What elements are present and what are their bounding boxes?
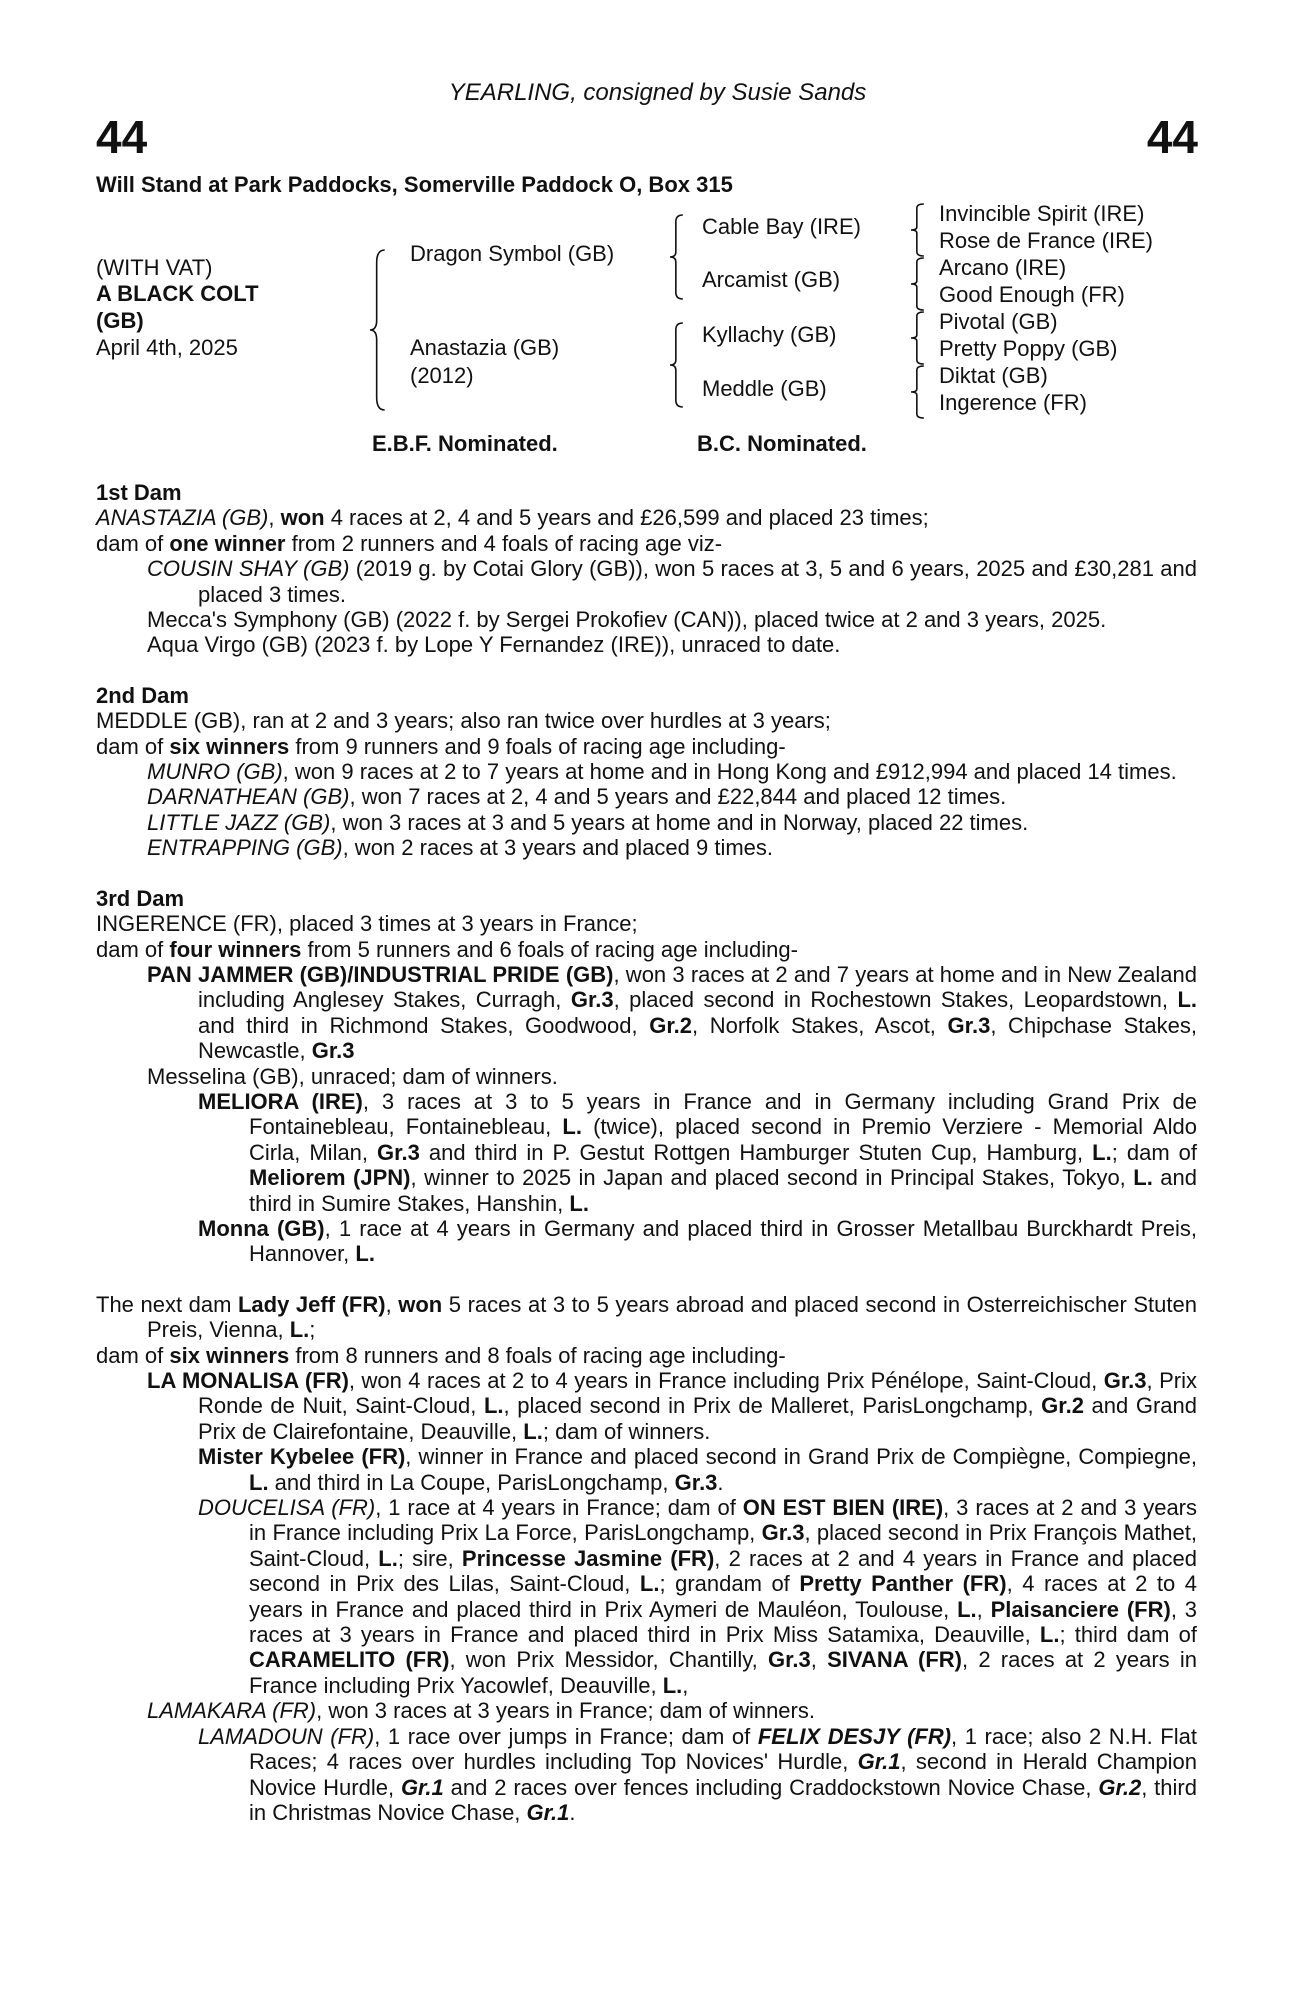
dam-record <box>96 1343 1197 1368</box>
text-run: , 3 races at 3 to 5 years in France and in Germany including Grand Prix de Fontainebleau, Fontainebleau, <box>249 1088 1198 1140</box>
produce-entry <box>96 1698 1197 1723</box>
text-run: and third in P. Gestut Rottgen Hamburger Stuten Cup, Hamburg, <box>419 1139 1093 1165</box>
text-run: , won 2 races at 3 years and placed 9 times. <box>342 835 774 861</box>
pedigree-brace-g3-2 <box>911 258 925 310</box>
text-run: MEDDLE (GB), ran at 2 and 3 years; also ran twice over hurdles at 3 years; <box>96 708 831 734</box>
text-run: , won 3 races at 3 years in France; dam of winners. <box>316 1698 815 1724</box>
text-run: ; sire, <box>397 1545 462 1571</box>
text-run: and third in Sumire Stakes, Hanshin, <box>249 1165 1197 1216</box>
horse-name: A BLACK COLT <box>96 281 259 306</box>
stand-location: Will Stand at Park Paddocks, Somerville Paddock O, Box 315 <box>96 172 733 197</box>
emphasis-run: L. <box>523 1418 543 1444</box>
emphasis-run: DARNATHEAN (GB) <box>147 784 350 810</box>
foaling-date: April 4th, 2025 <box>96 335 238 360</box>
lot-number-left: 44 <box>96 111 148 163</box>
dam-record <box>96 531 1197 556</box>
emphasis-run: Mister Kybelee (FR) <box>198 1444 406 1470</box>
emphasis-run: L. <box>289 1317 310 1343</box>
pedigree-gen3-7: Diktat (GB) <box>939 363 1048 388</box>
emphasis-run: Gr.3 <box>377 1139 420 1165</box>
emphasis-run: six winners <box>169 733 290 759</box>
emphasis-run: L. <box>662 1672 683 1698</box>
emphasis-run: Pretty Panther (FR) <box>799 1571 1007 1597</box>
text-run: , won 9 races at 2 to 7 years at home and in Hong Kong and £912,994 and placed 14 times. <box>282 759 1177 785</box>
produce-entry <box>96 784 1197 809</box>
text-run: 4 races at 2, 4 and 5 years and £26,599 and placed 23 times; <box>324 505 929 531</box>
text-run: , placed second in Prix François Mathet, Saint-Cloud, <box>249 1520 1198 1571</box>
emphasis-run: Gr.1 <box>526 1799 570 1825</box>
emphasis-run: L. <box>957 1596 977 1622</box>
pedigree-gen3-8: Ingerence (FR) <box>939 390 1087 415</box>
emphasis-run: six winners <box>169 1342 290 1368</box>
text-run: , <box>810 1647 828 1673</box>
text-run: Aqua Virgo (GB) (2023 f. by Lope Y Fernandez (IRE)), unraced to date. <box>147 632 841 658</box>
produce-entry <box>96 1444 1197 1495</box>
emphasis-run: L. <box>1177 987 1197 1013</box>
text-run: dam of <box>96 936 170 962</box>
text-run: ; dam of winners. <box>542 1418 711 1444</box>
produce-entry <box>96 632 1197 657</box>
text-run: dam of <box>96 733 170 759</box>
emphasis-run: Gr.2 <box>649 1012 693 1038</box>
pedigree-gen3-4: Good Enough (FR) <box>939 282 1125 307</box>
text-run: INGERENCE (FR), placed 3 times at 3 years in France; <box>96 911 638 937</box>
text-run: dam of <box>96 530 170 556</box>
text-run: , 2 races at 2 and 4 years in France and placed second in Prix des Lilas, Saint-Cloud, <box>249 1545 1197 1597</box>
text-run: The next dam <box>96 1291 238 1317</box>
text-run: , won 3 races at 3 and 5 years at home and in Norway, placed 22 times. <box>330 809 1029 835</box>
emphasis-run: four winners <box>169 936 302 962</box>
emphasis-run: L. <box>562 1114 582 1140</box>
text-run: , second in Herald Champion Novice Hurdle, <box>249 1749 1198 1800</box>
text-run: , 1 race at 4 years in Germany and placed third in Grosser Metallbau Burckhardt Preis, Hannover, <box>249 1215 1197 1267</box>
text-run: , 1 race; also 2 N.H. Flat Races; 4 races over hurdles including Top Novices' Hurdle, <box>249 1723 1197 1775</box>
dam-section <box>96 683 1197 861</box>
text-run: , Chipchase Stakes, Newcastle, <box>198 1012 1197 1064</box>
emphasis-run: L. <box>569 1190 589 1216</box>
text-run: and Grand Prix de Clairefontaine, Deauville, <box>198 1393 1197 1444</box>
text-run: from 9 runners and 9 foals of racing age including- <box>289 733 786 759</box>
produce-entry <box>96 1064 1197 1089</box>
text-run: , <box>385 1291 399 1317</box>
emphasis-run: Gr.2 <box>1098 1774 1142 1800</box>
text-run: , won 3 races at 2 and 7 years at home and in New Zealand including Anglesey Stakes, Curragh, <box>198 961 1198 1013</box>
text-run: , won 7 races at 2, 4 and 5 years and £22,844 and placed 12 times. <box>349 784 1007 810</box>
text-run: and 2 races over fences including Craddockstown Novice Chase, <box>443 1774 1099 1800</box>
produce-entry <box>96 810 1197 835</box>
pedigree-sire-sire: Cable Bay (IRE) <box>702 214 861 239</box>
pedigree-gen3-5: Pivotal (GB) <box>939 309 1058 334</box>
text-run: from 5 runners and 6 foals of racing age including- <box>301 936 798 962</box>
text-run: , winner in France and placed second in Grand Prix de Compiègne, Compiegne, <box>405 1444 1197 1470</box>
emphasis-run: COUSIN SHAY (GB) <box>147 556 350 582</box>
text-run: and third in La Coupe, ParisLongchamp, <box>268 1469 675 1495</box>
text-run: ; grandam of <box>659 1571 800 1597</box>
text-run: (twice), placed second in Premio Verziere - Memorial Aldo Cirla, Milan, <box>249 1114 1197 1165</box>
emphasis-run: L. <box>1133 1165 1153 1191</box>
produce-entry <box>96 835 1197 860</box>
produce-entry <box>96 1724 1197 1826</box>
text-run: Mecca's Symphony (GB) (2022 f. by Sergei Prokofiev (CAN)), placed twice at 2 and 3 years, 2025. <box>147 607 1107 633</box>
emphasis-run: Monna (GB) <box>198 1215 325 1241</box>
text-run: dam of <box>96 1342 170 1368</box>
emphasis-run: PAN JAMMER (GB)/INDUSTRIAL PRIDE (GB) <box>147 961 614 987</box>
emphasis-run: Gr.3 <box>947 1012 991 1038</box>
text-run: ; <box>309 1317 316 1343</box>
text-run: , third in Christmas Novice Chase, <box>249 1774 1197 1825</box>
lot-title: YEARLING, consigned by Susie Sands <box>448 79 867 106</box>
emphasis-run: ENTRAPPING (GB) <box>147 835 343 861</box>
produce-entry <box>96 1089 1197 1216</box>
text-run: . <box>569 1799 576 1825</box>
pedigree-brace-sire <box>670 215 684 299</box>
pedigree-dam: Anastazia (GB) <box>410 335 560 360</box>
text-run: , 2 races at 2 years in France including Prix Yacowlef, Deauville, <box>249 1647 1197 1698</box>
emphasis-run: L. <box>639 1571 660 1597</box>
text-run: , 1 race at 4 years in France; dam of <box>375 1495 743 1521</box>
text-run: , <box>976 1596 991 1622</box>
dam-record <box>96 505 1197 530</box>
emphasis-run: Gr.3 <box>761 1520 805 1546</box>
text-run: , <box>682 1672 689 1698</box>
emphasis-run: MELIORA (IRE) <box>198 1088 363 1114</box>
pedigree-brace-g3-3 <box>911 312 925 364</box>
emphasis-run: CARAMELITO (FR) <box>249 1647 450 1673</box>
lot-number-right: 44 <box>1146 111 1198 163</box>
emphasis-run: won <box>280 505 325 531</box>
pedigree-dam-sire: Kyllachy (GB) <box>702 322 837 347</box>
produce-record <box>96 480 1197 1825</box>
dam-record <box>96 937 1197 962</box>
pedigree-brace-main <box>370 250 386 410</box>
pedigree-brace-dam <box>670 323 684 407</box>
text-run: , Norfolk Stakes, Ascot, <box>692 1012 948 1038</box>
emphasis-run: SIVANA (FR) <box>827 1647 962 1673</box>
pedigree-sire: Dragon Symbol (GB) <box>410 241 615 266</box>
produce-entry <box>96 1495 1197 1698</box>
vat-note: (WITH VAT) <box>96 255 213 280</box>
emphasis-run: Gr.3 <box>767 1647 811 1673</box>
emphasis-run: L. <box>1092 1139 1112 1165</box>
text-run: , placed second in Prix de Malleret, ParisLongchamp, <box>503 1393 1042 1419</box>
text-run: , winner to 2025 in Japan and placed second in Principal Stakes, Tokyo, <box>410 1165 1134 1191</box>
emphasis-run: Meliorem (JPN) <box>249 1165 411 1191</box>
produce-entry <box>96 962 1197 1064</box>
emphasis-run: Plaisanciere (FR) <box>990 1596 1171 1622</box>
emphasis-run: LAMAKARA (FR) <box>147 1698 317 1724</box>
emphasis-run: L. <box>1039 1622 1060 1648</box>
emphasis-run: Gr.2 <box>1041 1393 1084 1419</box>
dam-section <box>96 1292 1197 1826</box>
text-run: ; dam of <box>1111 1139 1198 1165</box>
emphasis-run: Gr.3 <box>674 1469 718 1495</box>
dam-section <box>96 480 1197 658</box>
emphasis-run: L. <box>355 1241 375 1267</box>
emphasis-run: Gr.3 <box>570 987 614 1013</box>
produce-entry <box>96 759 1197 784</box>
emphasis-run: LAMADOUN (FR) <box>198 1723 375 1749</box>
emphasis-run: FELIX DESJY (FR) <box>757 1723 952 1749</box>
text-run: , 1 race over jumps in France; dam of <box>374 1723 758 1749</box>
pedigree-dam-dam: Meddle (GB) <box>702 376 827 401</box>
produce-entry <box>96 1216 1197 1267</box>
emphasis-run: LA MONALISA (FR) <box>147 1368 349 1393</box>
dam-record <box>96 1292 1197 1343</box>
produce-entry <box>96 607 1197 632</box>
dam-section <box>96 886 1197 1267</box>
emphasis-run: L. <box>378 1545 398 1571</box>
pedigree-gen3-1: Invincible Spirit (IRE) <box>939 201 1145 226</box>
section-heading: 2nd Dam <box>96 682 189 708</box>
emphasis-run: one winner <box>169 530 286 556</box>
text-run: , Prix Ronde de Nuit, Saint-Cloud, <box>198 1368 1197 1419</box>
pedigree-brace-g3-1 <box>911 204 925 256</box>
text-run: , 4 races at 2 to 4 years in France and placed third in Prix Aymeri de Mauléon, Toulouse, <box>249 1571 1197 1622</box>
emphasis-run: LITTLE JAZZ (GB) <box>147 809 331 835</box>
emphasis-run: MUNRO (GB) <box>147 759 283 785</box>
pedigree-dam-year: (2012) <box>410 363 474 388</box>
text-run: 5 races at 3 to 5 years abroad and placed second in Osterreichischer Stuten Preis, Vienna, <box>147 1291 1197 1343</box>
text-run: . <box>717 1469 724 1495</box>
emphasis-run: Gr.1 <box>400 1774 444 1800</box>
produce-entry <box>96 556 1197 607</box>
text-run: and third in Richmond Stakes, Goodwood, <box>198 1012 650 1038</box>
text-run: , <box>268 505 281 531</box>
emphasis-run: Lady Jeff (FR) <box>237 1291 386 1317</box>
emphasis-run: Gr.3 <box>1103 1368 1147 1393</box>
emphasis-run: DOUCELISA (FR) <box>198 1495 376 1521</box>
text-run: , placed second in Rochestown Stakes, Leopardstown, <box>613 987 1178 1013</box>
text-run: , 3 races at 2 and 3 years in France including Prix La Force, ParisLongchamp, <box>249 1495 1198 1546</box>
text-run: , 3 races at 3 years in France and placed third in Prix Miss Satamixa, Deauville, <box>249 1596 1197 1648</box>
dam-record <box>96 911 1197 936</box>
emphasis-run: ON EST BIEN (IRE) <box>742 1495 944 1521</box>
text-run: , won 4 races at 2 to 4 years in France including Prix Pénélope, Saint-Cloud, <box>348 1368 1104 1393</box>
produce-entry <box>96 1368 1197 1444</box>
text-run: , won Prix Messidor, Chantilly, <box>449 1647 768 1673</box>
text-run: Messelina (GB), unraced; dam of winners. <box>147 1063 558 1089</box>
pedigree-gen3-6: Pretty Poppy (GB) <box>939 336 1118 361</box>
dam-record <box>96 734 1197 759</box>
text-run: from 2 runners and 4 foals of racing age viz- <box>285 530 723 556</box>
emphasis-run: L. <box>249 1469 269 1495</box>
emphasis-run: Princesse Jasmine (FR) <box>461 1545 715 1571</box>
pedigree-gen3-3: Arcano (IRE) <box>939 255 1067 280</box>
text-run: (2019 g. by Cotai Glory (GB)), won 5 races at 3, 5 and 6 years, 2025 and £30,281 and placed 3 times. <box>198 556 1197 607</box>
text-run: ; third dam of <box>1059 1622 1198 1648</box>
pedigree-gen3-2: Rose de France (IRE) <box>939 228 1153 253</box>
horse-origin: (GB) <box>96 308 144 333</box>
bc-nomination: B.C. Nominated. <box>697 431 867 456</box>
emphasis-run: Gr.3 <box>311 1038 355 1064</box>
emphasis-run: ANASTAZIA (GB) <box>96 505 269 531</box>
emphasis-run: L. <box>483 1393 504 1419</box>
ebf-nomination: E.B.F. Nominated. <box>372 431 558 456</box>
emphasis-run: won <box>398 1291 443 1317</box>
section-heading: 3rd Dam <box>96 885 185 911</box>
pedigree-sire-dam: Arcamist (GB) <box>702 267 841 292</box>
section-heading: 1st Dam <box>96 480 182 505</box>
text-run: from 8 runners and 8 foals of racing age including- <box>289 1342 786 1368</box>
pedigree-brace-g3-4 <box>911 366 925 418</box>
emphasis-run: Gr.1 <box>857 1749 901 1775</box>
dam-record <box>96 708 1197 733</box>
